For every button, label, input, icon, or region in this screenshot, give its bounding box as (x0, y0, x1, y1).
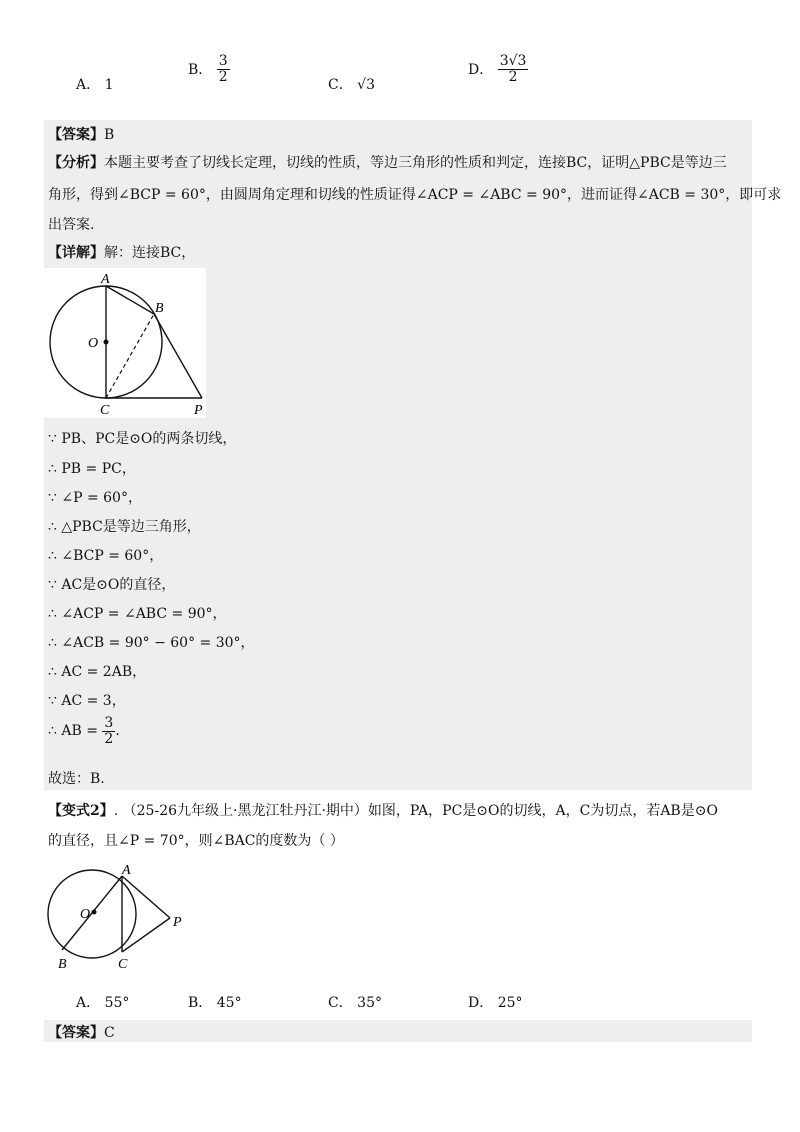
figure-1-background (44, 268, 206, 418)
step-1: ∵ PB、PC是⊙O的两条切线， (48, 431, 237, 447)
answer-2-block (44, 1020, 752, 1042)
choose-line: 故选：B. (48, 771, 105, 787)
figure-2 (40, 862, 200, 974)
step-7: ∴ ∠ACP = ∠ABC = 90°， (48, 606, 227, 622)
tangent-pa (122, 876, 170, 918)
analysis-line-1: 【分析】本题主要考查了切线长定理，切线的性质，等边三角形的性质和判定，连接BC，证明△PBC是等边三 (48, 155, 727, 171)
step-final: ∴ AB = $\frac{3}{2}$ . (48, 715, 120, 747)
label-a: A (101, 272, 110, 287)
center-o-dot (104, 340, 109, 345)
variant-line-2: 的直径，且∠P = 70°，则∠BAC的度数为（ ） (48, 833, 344, 849)
q2-option-d: D． 25° (468, 995, 523, 1011)
label-a-2: A (122, 863, 131, 878)
label-p: P (194, 403, 203, 418)
center-o-dot-2 (92, 910, 97, 915)
label-b-2: B (58, 957, 67, 972)
step-6: ∵ AC是⊙O的直径， (48, 577, 176, 593)
q1-option-c: C． √3 (328, 77, 375, 93)
variant-line-1: 【变式2】. （25-26九年级上·黑龙江牡丹江·期中）如图，PA，PC是⊙O的切线，A，C为切点，若AB是⊙O (48, 803, 718, 819)
label-p-2: P (173, 915, 182, 930)
step-4: ∴ △PBC是等边三角形， (48, 519, 201, 535)
q1-option-b: B． $\frac{3}{2}$ (188, 53, 228, 85)
analysis-line-2: 角形，得到∠BCP = 60°，由圆周角定理和切线的性质证得∠ACP = ∠ABC = 90°，进而证得∠ACB = 30°，即可求 (48, 187, 782, 203)
q2-option-c: C． 35° (328, 995, 382, 1011)
label-o-2: O (80, 907, 91, 922)
q1-option-d: D． $\frac{3√3}{2}$ (468, 53, 527, 85)
label-o: O (88, 336, 99, 351)
detail-line: 【详解】解：连接BC， (48, 245, 196, 261)
q2-option-a: A． 55° (76, 995, 130, 1011)
label-b: B (155, 301, 164, 316)
step-2: ∴ PB = PC， (48, 461, 136, 477)
analysis-line-3: 出答案. (48, 217, 95, 233)
answer-1: 【答案】B (48, 127, 115, 143)
q2-option-b: B． 45° (188, 995, 242, 1011)
step-9: ∴ AC = 2AB， (48, 664, 147, 680)
figure-1 (44, 268, 206, 418)
q1-option-a: A． 1 (76, 77, 114, 93)
step-8: ∴ ∠ACB = 90° − 60° = 30°， (48, 635, 255, 651)
label-c-2: C (118, 957, 128, 972)
step-10: ∵ AC = 3， (48, 693, 126, 709)
solution-block (44, 120, 752, 790)
step-3: ∵ ∠P = 60°， (48, 490, 142, 506)
answer-2: 【答案】C (48, 1025, 115, 1041)
label-c: C (100, 403, 110, 418)
step-5: ∴ ∠BCP = 60°， (48, 548, 164, 564)
tangent-pc-2 (122, 918, 170, 952)
